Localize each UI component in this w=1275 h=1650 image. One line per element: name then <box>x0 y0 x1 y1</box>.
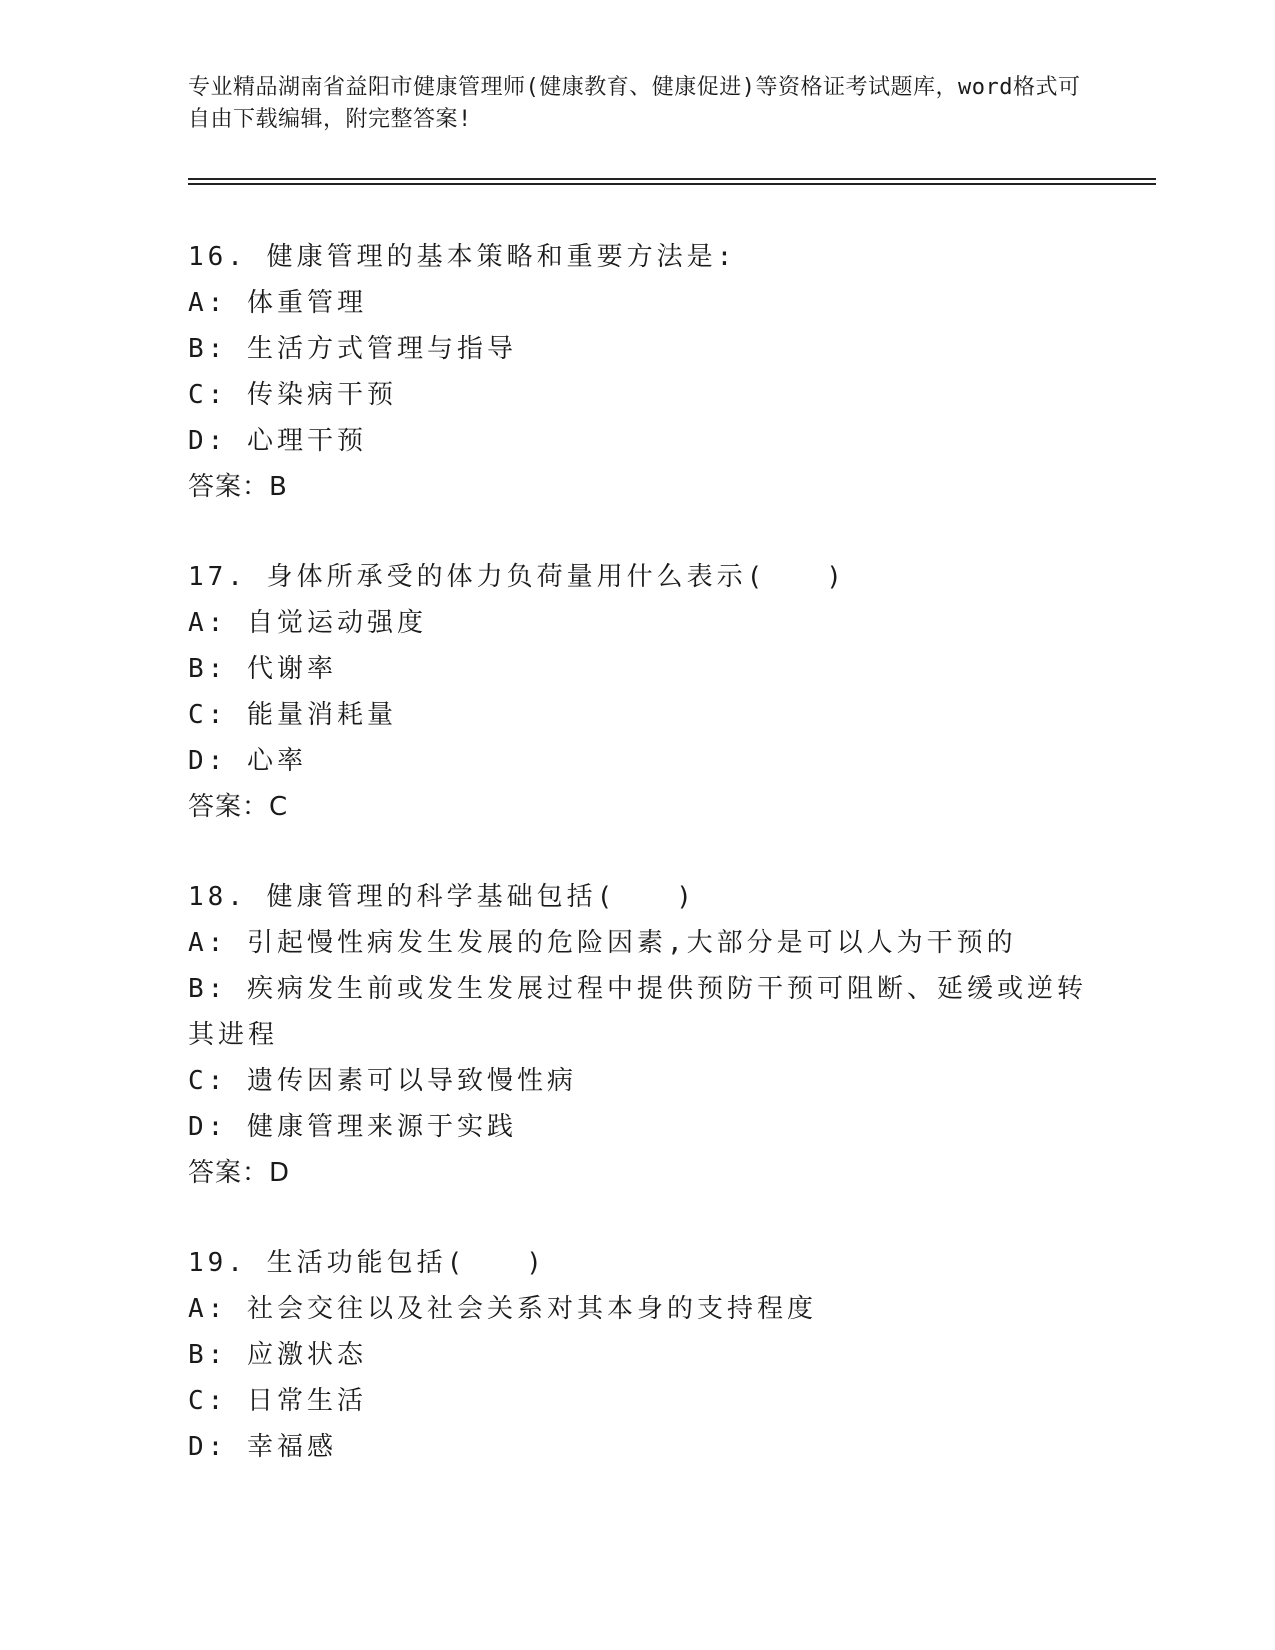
question-19 <box>188 1240 1088 1470</box>
option-b: B: 应激状态 <box>188 1340 367 1370</box>
option-c: C: 能量消耗量 <box>188 700 397 730</box>
question-stem: 19. 生活功能包括( ) <box>188 1248 546 1278</box>
question-stem: 16. 健康管理的基本策略和重要方法是: <box>188 242 737 272</box>
document-header: 专业精品湖南省益阳市健康管理师(健康教育、健康促进)等资格证考试题库，word格式可自由下载编辑，附完整答案! <box>188 75 1081 132</box>
question-stem: 17. 身体所承受的体力负荷量用什么表示( ) <box>188 562 846 592</box>
option-d: D: 健康管理来源于实践 <box>188 1112 517 1142</box>
option-d: D: 心理干预 <box>188 426 367 456</box>
option-a: A: 自觉运动强度 <box>188 608 427 638</box>
option-d: D: 心率 <box>188 746 307 776</box>
option-a: A: 引起慢性病发生发展的危险因素,大部分是可以人为干预的 <box>188 928 1017 958</box>
header-divider-bottom <box>188 183 1156 185</box>
answer: 答案：C <box>188 792 289 822</box>
header-divider-top <box>188 178 1156 180</box>
option-b: B: 代谢率 <box>188 654 337 684</box>
answer: 答案：B <box>188 472 288 502</box>
option-c: C: 传染病干预 <box>188 380 397 410</box>
option-b: B: 疾病发生前或发生发展过程中提供预防干预可阻断、延缓或逆转其进程 <box>188 974 1087 1050</box>
option-c: C: 日常生活 <box>188 1386 367 1416</box>
question-18 <box>188 874 1088 1196</box>
question-17 <box>188 554 1088 830</box>
question-16 <box>188 234 1088 510</box>
option-c: C: 遗传因素可以导致慢性病 <box>188 1066 577 1096</box>
option-b: B: 生活方式管理与指导 <box>188 334 517 364</box>
option-d: D: 幸福感 <box>188 1432 337 1462</box>
option-a: A: 社会交往以及社会关系对其本身的支持程度 <box>188 1294 817 1324</box>
answer: 答案：D <box>188 1158 291 1188</box>
option-a: A: 体重管理 <box>188 288 367 318</box>
question-stem: 18. 健康管理的科学基础包括( ) <box>188 882 696 912</box>
